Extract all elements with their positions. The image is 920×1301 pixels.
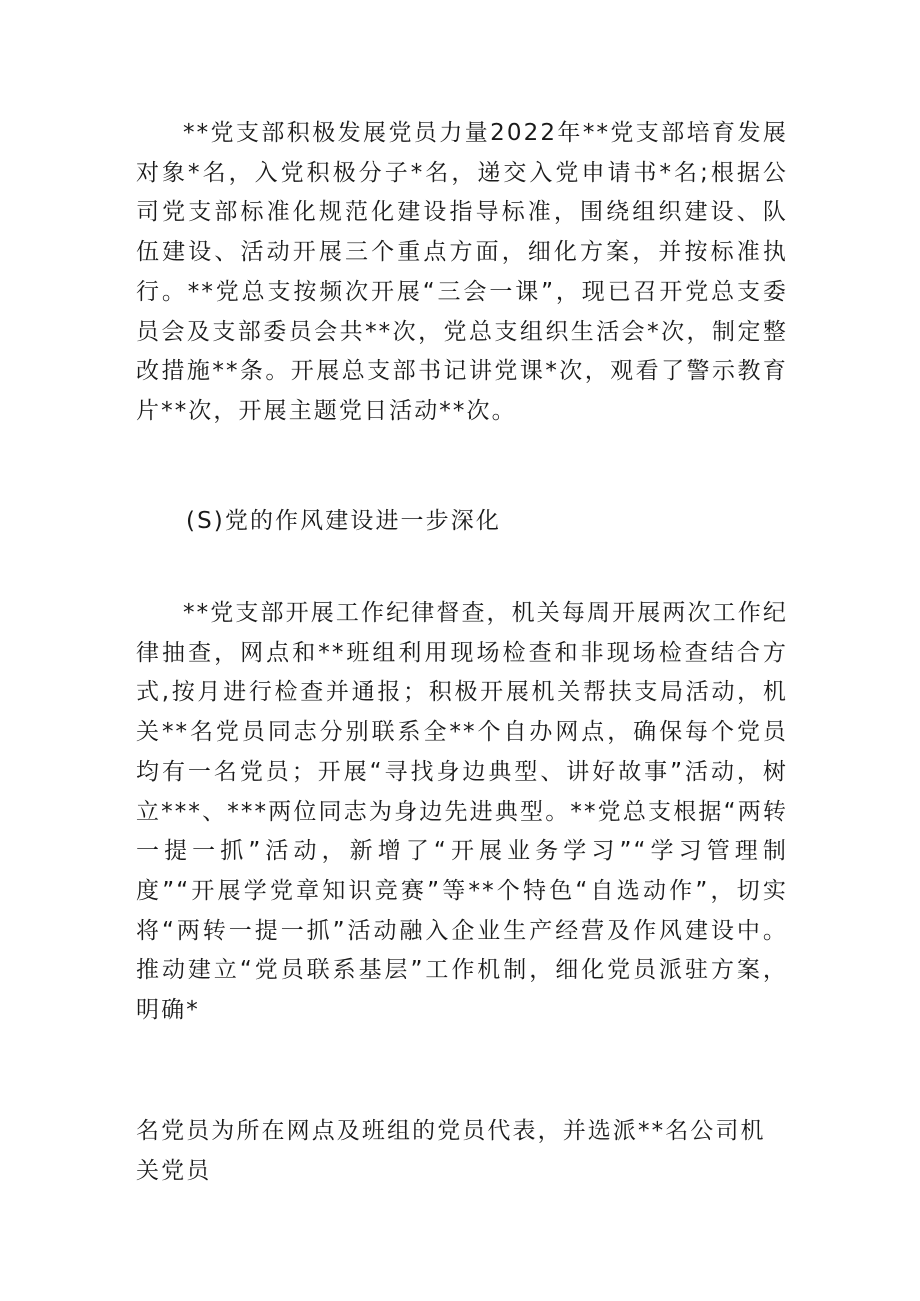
paragraph-work-discipline: **党支部开展工作纪律督查，机关每周开展两次工作纪律抽查，网点和**班组利用现场检查和非现场检查结合方式,按月进行检查并通报；积极开展机关帮扶支局活动，机关**名党员同志分别联系全**个自办网点，确保每个党员均有一名党员；开展“寻找身边典型、讲好故事”活动，树立***、***两位同志为身边先进典型。**党总支根据“两转一提一抓”活动，新增了“开展业务学习”“学习管理制度”“开展学党章知识竞赛”等**个特色“自选动作”，切实将“两转一提一抓”活动融入企业生产经营及作风建设中。推动建立“党员联系基层”工作机制，细化党员派驻方案，明确*	[136, 600, 788, 1024]
section-heading-work-style: (S)党的作风建设进一步深化	[186, 508, 501, 534]
paragraph-continuation: 名党员为所在网点及班组的党员代表，并选派**名公司机关党员	[136, 1118, 766, 1184]
paragraph-party-member-development: **党支部积极发展党员力量2022年**党支部培育发展对象*名，入党积极分子*名，递交入党申请书*名;根据公司党支部标准化规范化建设指导标准，围绕组织建设、队伍建设、活动开展三个重点方面，细化方案，并按标准执行。**党总支按频次开展“三会一课”，现已召开党总支委员会及支部委员会共**次，党总支组织生活会*次，制定整改措施**条。开展总支部书记讲党课*次，观看了警示教育片**次，开展主题党日活动**次。	[136, 120, 788, 424]
